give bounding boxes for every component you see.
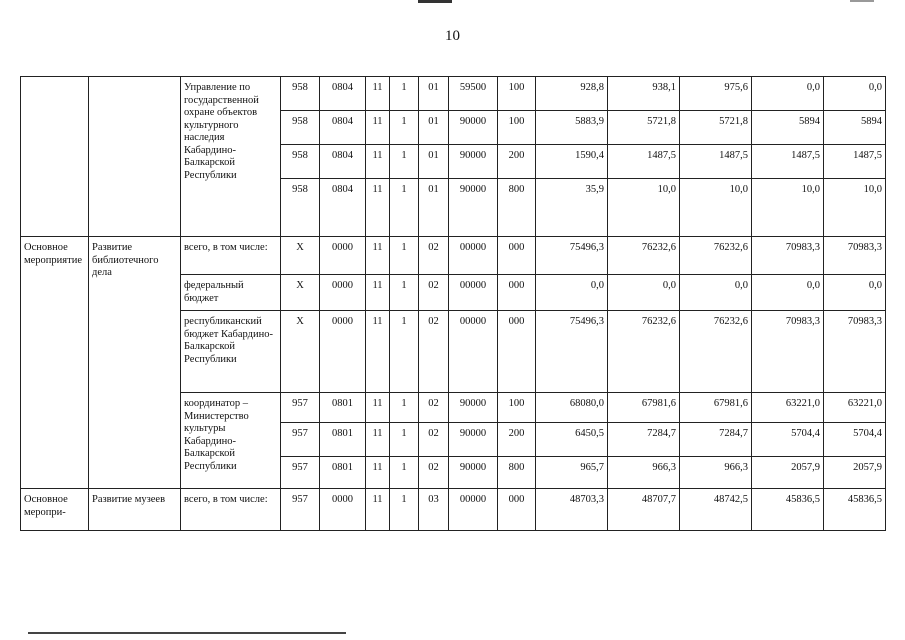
grbs-cell: 958 bbox=[281, 145, 320, 179]
grbs-cell: 957 bbox=[281, 489, 320, 531]
amount-year-2-cell: 7284,7 bbox=[608, 423, 680, 457]
amount-year-4-cell: 5894 bbox=[752, 111, 824, 145]
amount-year-5-cell: 5894 bbox=[824, 111, 886, 145]
amount-year-2-cell: 76232,6 bbox=[608, 311, 680, 393]
direction-cell: 90000 bbox=[449, 423, 498, 457]
amount-year-4-cell: 1487,5 bbox=[752, 145, 824, 179]
event-name-cell bbox=[89, 77, 181, 237]
amount-year-3-cell: 966,3 bbox=[680, 457, 752, 489]
amount-year-2-cell: 966,3 bbox=[608, 457, 680, 489]
main-event-cell: 02 bbox=[419, 423, 449, 457]
direction-cell: 00000 bbox=[449, 237, 498, 275]
expense-type-cell: 100 bbox=[498, 393, 536, 423]
executor-cell: республиканский бюджет Кабардино-Балкарской Республики bbox=[181, 311, 281, 393]
amount-year-2-cell: 76232,6 bbox=[608, 237, 680, 275]
event-name-cell: Развитие библиотечного дела bbox=[89, 237, 181, 489]
grbs-cell: 958 bbox=[281, 111, 320, 145]
direction-cell: 90000 bbox=[449, 457, 498, 489]
subprogram-cell: 1 bbox=[390, 423, 419, 457]
subprogram-cell: 1 bbox=[390, 489, 419, 531]
rzpr-cell: 0804 bbox=[320, 77, 366, 111]
table-row bbox=[21, 489, 886, 531]
expense-type-cell: 100 bbox=[498, 111, 536, 145]
amount-year-5-cell: 70983,3 bbox=[824, 311, 886, 393]
expense-type-cell: 800 bbox=[498, 179, 536, 237]
amount-year-1-cell: 35,9 bbox=[536, 179, 608, 237]
executor-cell: Управление по государственной охране объектов культурного наследия Кабардино-Балкарской Республики bbox=[181, 77, 281, 237]
amount-year-4-cell: 63221,0 bbox=[752, 393, 824, 423]
amount-year-1-cell: 1590,4 bbox=[536, 145, 608, 179]
amount-year-5-cell: 0,0 bbox=[824, 275, 886, 311]
direction-cell: 90000 bbox=[449, 111, 498, 145]
page-number: 10 bbox=[445, 28, 460, 44]
program-cell: 11 bbox=[366, 489, 390, 531]
amount-year-3-cell: 76232,6 bbox=[680, 237, 752, 275]
main-event-cell: 01 bbox=[419, 145, 449, 179]
amount-year-4-cell: 10,0 bbox=[752, 179, 824, 237]
amount-year-1-cell: 965,7 bbox=[536, 457, 608, 489]
executor-cell: всего, в том числе: bbox=[181, 237, 281, 275]
program-cell: 11 bbox=[366, 179, 390, 237]
program-cell: 11 bbox=[366, 145, 390, 179]
amount-year-5-cell: 45836,5 bbox=[824, 489, 886, 531]
amount-year-4-cell: 45836,5 bbox=[752, 489, 824, 531]
amount-year-2-cell: 67981,6 bbox=[608, 393, 680, 423]
grbs-cell: Х bbox=[281, 237, 320, 275]
event-type-cell: Основное меропри- bbox=[21, 489, 89, 531]
subprogram-cell: 1 bbox=[390, 111, 419, 145]
amount-year-3-cell: 76232,6 bbox=[680, 311, 752, 393]
amount-year-4-cell: 2057,9 bbox=[752, 457, 824, 489]
program-cell: 11 bbox=[366, 237, 390, 275]
subprogram-cell: 1 bbox=[390, 393, 419, 423]
amount-year-4-cell: 70983,3 bbox=[752, 237, 824, 275]
expense-type-cell: 000 bbox=[498, 311, 536, 393]
rzpr-cell: 0000 bbox=[320, 237, 366, 275]
grbs-cell: 958 bbox=[281, 77, 320, 111]
subprogram-cell: 1 bbox=[390, 457, 419, 489]
amount-year-2-cell: 48707,7 bbox=[608, 489, 680, 531]
main-event-cell: 02 bbox=[419, 457, 449, 489]
amount-year-3-cell: 48742,5 bbox=[680, 489, 752, 531]
amount-year-1-cell: 75496,3 bbox=[536, 311, 608, 393]
program-cell: 11 bbox=[366, 423, 390, 457]
amount-year-2-cell: 5721,8 bbox=[608, 111, 680, 145]
executor-cell: координатор – Министерство культуры Кабардино-Балкарской Республики bbox=[181, 393, 281, 489]
amount-year-3-cell: 1487,5 bbox=[680, 145, 752, 179]
amount-year-5-cell: 10,0 bbox=[824, 179, 886, 237]
grbs-cell: 957 bbox=[281, 457, 320, 489]
event-name-cell: Развитие музеев bbox=[89, 489, 181, 531]
rzpr-cell: 0801 bbox=[320, 423, 366, 457]
direction-cell: 90000 bbox=[449, 179, 498, 237]
rzpr-cell: 0804 bbox=[320, 111, 366, 145]
table-row bbox=[21, 237, 886, 275]
grbs-cell: 957 bbox=[281, 423, 320, 457]
subprogram-cell: 1 bbox=[390, 179, 419, 237]
subprogram-cell: 1 bbox=[390, 145, 419, 179]
amount-year-1-cell: 68080,0 bbox=[536, 393, 608, 423]
rzpr-cell: 0000 bbox=[320, 275, 366, 311]
rzpr-cell: 0801 bbox=[320, 457, 366, 489]
scan-artifact-top-right bbox=[850, 0, 874, 2]
amount-year-2-cell: 10,0 bbox=[608, 179, 680, 237]
main-event-cell: 02 bbox=[419, 311, 449, 393]
amount-year-5-cell: 1487,5 bbox=[824, 145, 886, 179]
program-cell: 11 bbox=[366, 311, 390, 393]
subprogram-cell: 1 bbox=[390, 237, 419, 275]
amount-year-1-cell: 928,8 bbox=[536, 77, 608, 111]
main-event-cell: 01 bbox=[419, 179, 449, 237]
amount-year-1-cell: 5883,9 bbox=[536, 111, 608, 145]
program-cell: 11 bbox=[366, 457, 390, 489]
main-event-cell: 01 bbox=[419, 111, 449, 145]
direction-cell: 59500 bbox=[449, 77, 498, 111]
amount-year-5-cell: 63221,0 bbox=[824, 393, 886, 423]
amount-year-2-cell: 0,0 bbox=[608, 275, 680, 311]
expense-type-cell: 100 bbox=[498, 77, 536, 111]
amount-year-5-cell: 70983,3 bbox=[824, 237, 886, 275]
expense-type-cell: 200 bbox=[498, 423, 536, 457]
amount-year-1-cell: 48703,3 bbox=[536, 489, 608, 531]
amount-year-5-cell: 0,0 bbox=[824, 77, 886, 111]
budget-table bbox=[20, 76, 886, 531]
amount-year-2-cell: 938,1 bbox=[608, 77, 680, 111]
main-event-cell: 03 bbox=[419, 489, 449, 531]
amount-year-3-cell: 0,0 bbox=[680, 275, 752, 311]
amount-year-1-cell: 0,0 bbox=[536, 275, 608, 311]
expense-type-cell: 000 bbox=[498, 275, 536, 311]
rzpr-cell: 0801 bbox=[320, 393, 366, 423]
subprogram-cell: 1 bbox=[390, 77, 419, 111]
amount-year-3-cell: 10,0 bbox=[680, 179, 752, 237]
amount-year-4-cell: 70983,3 bbox=[752, 311, 824, 393]
rzpr-cell: 0000 bbox=[320, 311, 366, 393]
subprogram-cell: 1 bbox=[390, 275, 419, 311]
program-cell: 11 bbox=[366, 393, 390, 423]
rzpr-cell: 0804 bbox=[320, 179, 366, 237]
rzpr-cell: 0000 bbox=[320, 489, 366, 531]
expense-type-cell: 800 bbox=[498, 457, 536, 489]
amount-year-2-cell: 1487,5 bbox=[608, 145, 680, 179]
scan-artifact-bottom bbox=[28, 632, 346, 634]
expense-type-cell: 000 bbox=[498, 489, 536, 531]
direction-cell: 00000 bbox=[449, 311, 498, 393]
program-cell: 11 bbox=[366, 111, 390, 145]
expense-type-cell: 000 bbox=[498, 237, 536, 275]
executor-cell: федеральный бюджет bbox=[181, 275, 281, 311]
direction-cell: 00000 bbox=[449, 489, 498, 531]
event-type-cell bbox=[21, 77, 89, 237]
amount-year-4-cell: 0,0 bbox=[752, 77, 824, 111]
direction-cell: 90000 bbox=[449, 145, 498, 179]
grbs-cell: 958 bbox=[281, 179, 320, 237]
direction-cell: 90000 bbox=[449, 393, 498, 423]
scan-artifact-top bbox=[418, 0, 452, 3]
main-event-cell: 02 bbox=[419, 237, 449, 275]
program-cell: 11 bbox=[366, 77, 390, 111]
table-row bbox=[21, 77, 886, 111]
grbs-cell: Х bbox=[281, 311, 320, 393]
amount-year-3-cell: 5721,8 bbox=[680, 111, 752, 145]
amount-year-1-cell: 75496,3 bbox=[536, 237, 608, 275]
amount-year-5-cell: 5704,4 bbox=[824, 423, 886, 457]
grbs-cell: 957 bbox=[281, 393, 320, 423]
main-event-cell: 02 bbox=[419, 275, 449, 311]
main-event-cell: 01 bbox=[419, 77, 449, 111]
amount-year-3-cell: 67981,6 bbox=[680, 393, 752, 423]
direction-cell: 00000 bbox=[449, 275, 498, 311]
amount-year-1-cell: 6450,5 bbox=[536, 423, 608, 457]
amount-year-5-cell: 2057,9 bbox=[824, 457, 886, 489]
event-type-cell: Основное мероприятие bbox=[21, 237, 89, 489]
rzpr-cell: 0804 bbox=[320, 145, 366, 179]
amount-year-3-cell: 7284,7 bbox=[680, 423, 752, 457]
expense-type-cell: 200 bbox=[498, 145, 536, 179]
amount-year-3-cell: 975,6 bbox=[680, 77, 752, 111]
executor-cell: всего, в том числе: bbox=[181, 489, 281, 531]
grbs-cell: Х bbox=[281, 275, 320, 311]
main-event-cell: 02 bbox=[419, 393, 449, 423]
program-cell: 11 bbox=[366, 275, 390, 311]
amount-year-4-cell: 0,0 bbox=[752, 275, 824, 311]
subprogram-cell: 1 bbox=[390, 311, 419, 393]
amount-year-4-cell: 5704,4 bbox=[752, 423, 824, 457]
